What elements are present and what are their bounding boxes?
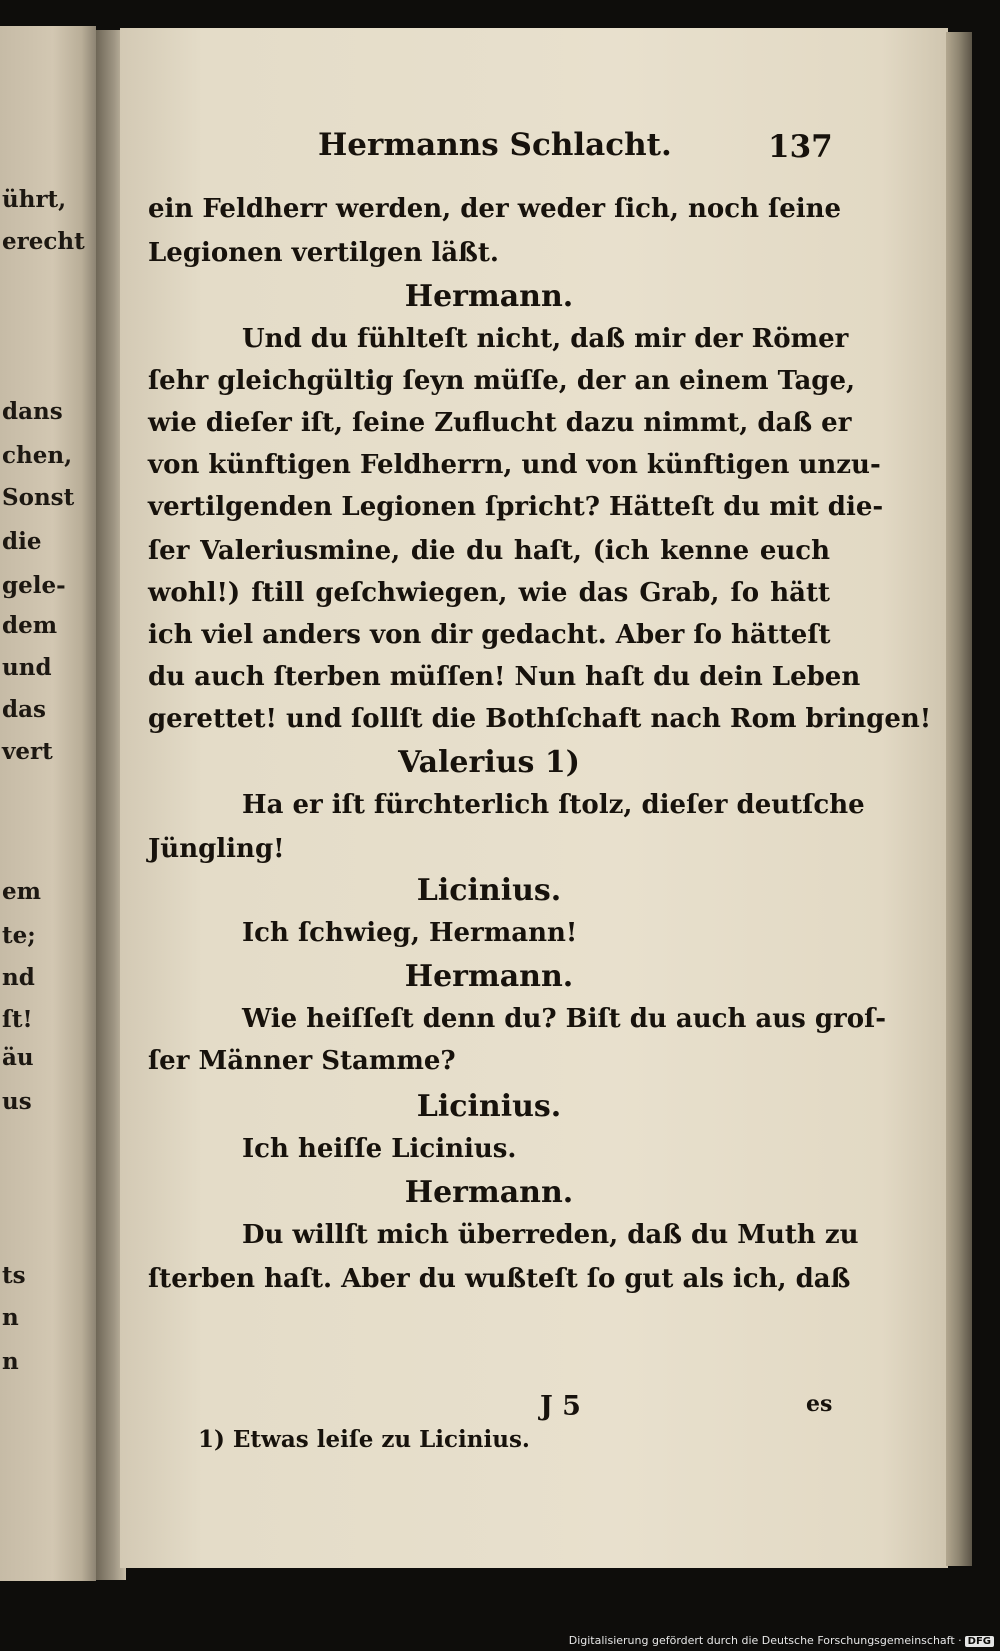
text-line: wohl!) ſtill geſchwiegen, wie das Grab, ſo hätt (148, 578, 830, 608)
running-header-title: Hermanns Schlacht. (318, 127, 672, 163)
left-page-fragment: ts (2, 1262, 26, 1289)
left-page-fragment: n (2, 1348, 19, 1375)
footnote: 1) Etwas leiſe zu Licinius. (198, 1426, 530, 1453)
text-line: Wie heiſſeſt denn du? Biſt du auch aus groſ- (242, 1004, 887, 1034)
left-page-fragment: dem (2, 612, 58, 639)
text-line: ſer Männer Stamme? (148, 1046, 456, 1076)
text-line: Ich heiſſe Licinius. (242, 1134, 517, 1164)
left-page-fragment: die (2, 528, 42, 555)
left-page-fragment: te; (2, 922, 36, 949)
digitization-credit (569, 1634, 994, 1647)
left-page-fragment: ührt, (2, 186, 67, 213)
text-line: ein Feldherr werden, der weder ſich, noch ſeine (148, 194, 842, 224)
text-line: ſehr gleichgültig ſeyn müſſe, der an einem Tage, (148, 366, 856, 396)
left-page-edge (0, 26, 96, 1581)
page-edge (946, 32, 972, 1566)
left-page-fragment: dans (2, 398, 63, 425)
text-line: ſer Valeriusmine, die du haſt, (ich kenne euch (148, 536, 830, 566)
speaker-heading: Hermann. (404, 279, 574, 314)
speaker-heading: Valerius 1) (398, 745, 580, 780)
left-page-fragment: em (2, 878, 41, 905)
text-line: Ich ſchwieg, Hermann! (242, 918, 578, 948)
text-line: ſterben haſt. Aber du wußteſt ſo gut als ich, daß (148, 1264, 851, 1294)
text-line: Legionen vertilgen läßt. (148, 238, 499, 268)
speaker-heading: Licinius. (416, 873, 562, 908)
text-line: Und du fühlteſt nicht, daß mir der Römer (242, 324, 849, 354)
left-page-fragment: erecht (2, 228, 85, 255)
text-line: gerettet! und ſollſt die Bothſchaft nach Rom bringen! (148, 704, 932, 734)
left-page-fragment: ſt! (2, 1006, 33, 1033)
page-number: 137 (768, 129, 833, 165)
speaker-heading: Hermann. (404, 959, 574, 994)
left-page-fragment: us (2, 1088, 32, 1115)
text-line: von künftigen Feldherrn, und von künftigen unzu- (148, 450, 881, 480)
left-page-fragment: chen, (2, 442, 73, 469)
left-page-fragment: das (2, 696, 46, 723)
text-line: ich viel anders von dir gedacht. Aber ſo hätteſt (148, 620, 831, 650)
text-line: du auch ſterben müſſen! Nun haſt du dein Leben (148, 662, 861, 692)
left-page-fragment: vert (2, 738, 53, 765)
left-page-fragment: Sonst (2, 484, 75, 511)
signature-mark: J 5 (540, 1391, 581, 1422)
text-line: Ha er iſt fürchterlich ſtolz, dieſer deutſche (242, 790, 865, 820)
left-page-fragment: nd (2, 964, 35, 991)
left-page-fragment: äu (2, 1044, 34, 1071)
text-line: wie dieſer iſt, ſeine Zuflucht dazu nimmt, daß er (148, 408, 852, 438)
left-page-fragment: und (2, 654, 52, 681)
dfg-badge: DFG (965, 1636, 994, 1647)
credit-text: Digitalisierung gefördert durch die Deutsche Forschungsgemeinschaft · (568, 1634, 962, 1647)
speaker-heading: Licinius. (416, 1089, 562, 1124)
left-page-fragment: n (2, 1304, 19, 1331)
left-page-fragment: gele- (2, 572, 66, 599)
catchword: es (806, 1391, 833, 1417)
text-line: vertilgenden Legionen ſpricht? Hätteſt du mit die- (148, 492, 884, 522)
text-line: Du willſt mich überreden, daß du Muth zu (242, 1220, 859, 1250)
speaker-heading: Hermann. (404, 1175, 574, 1210)
text-line: Jüngling! (148, 834, 285, 864)
